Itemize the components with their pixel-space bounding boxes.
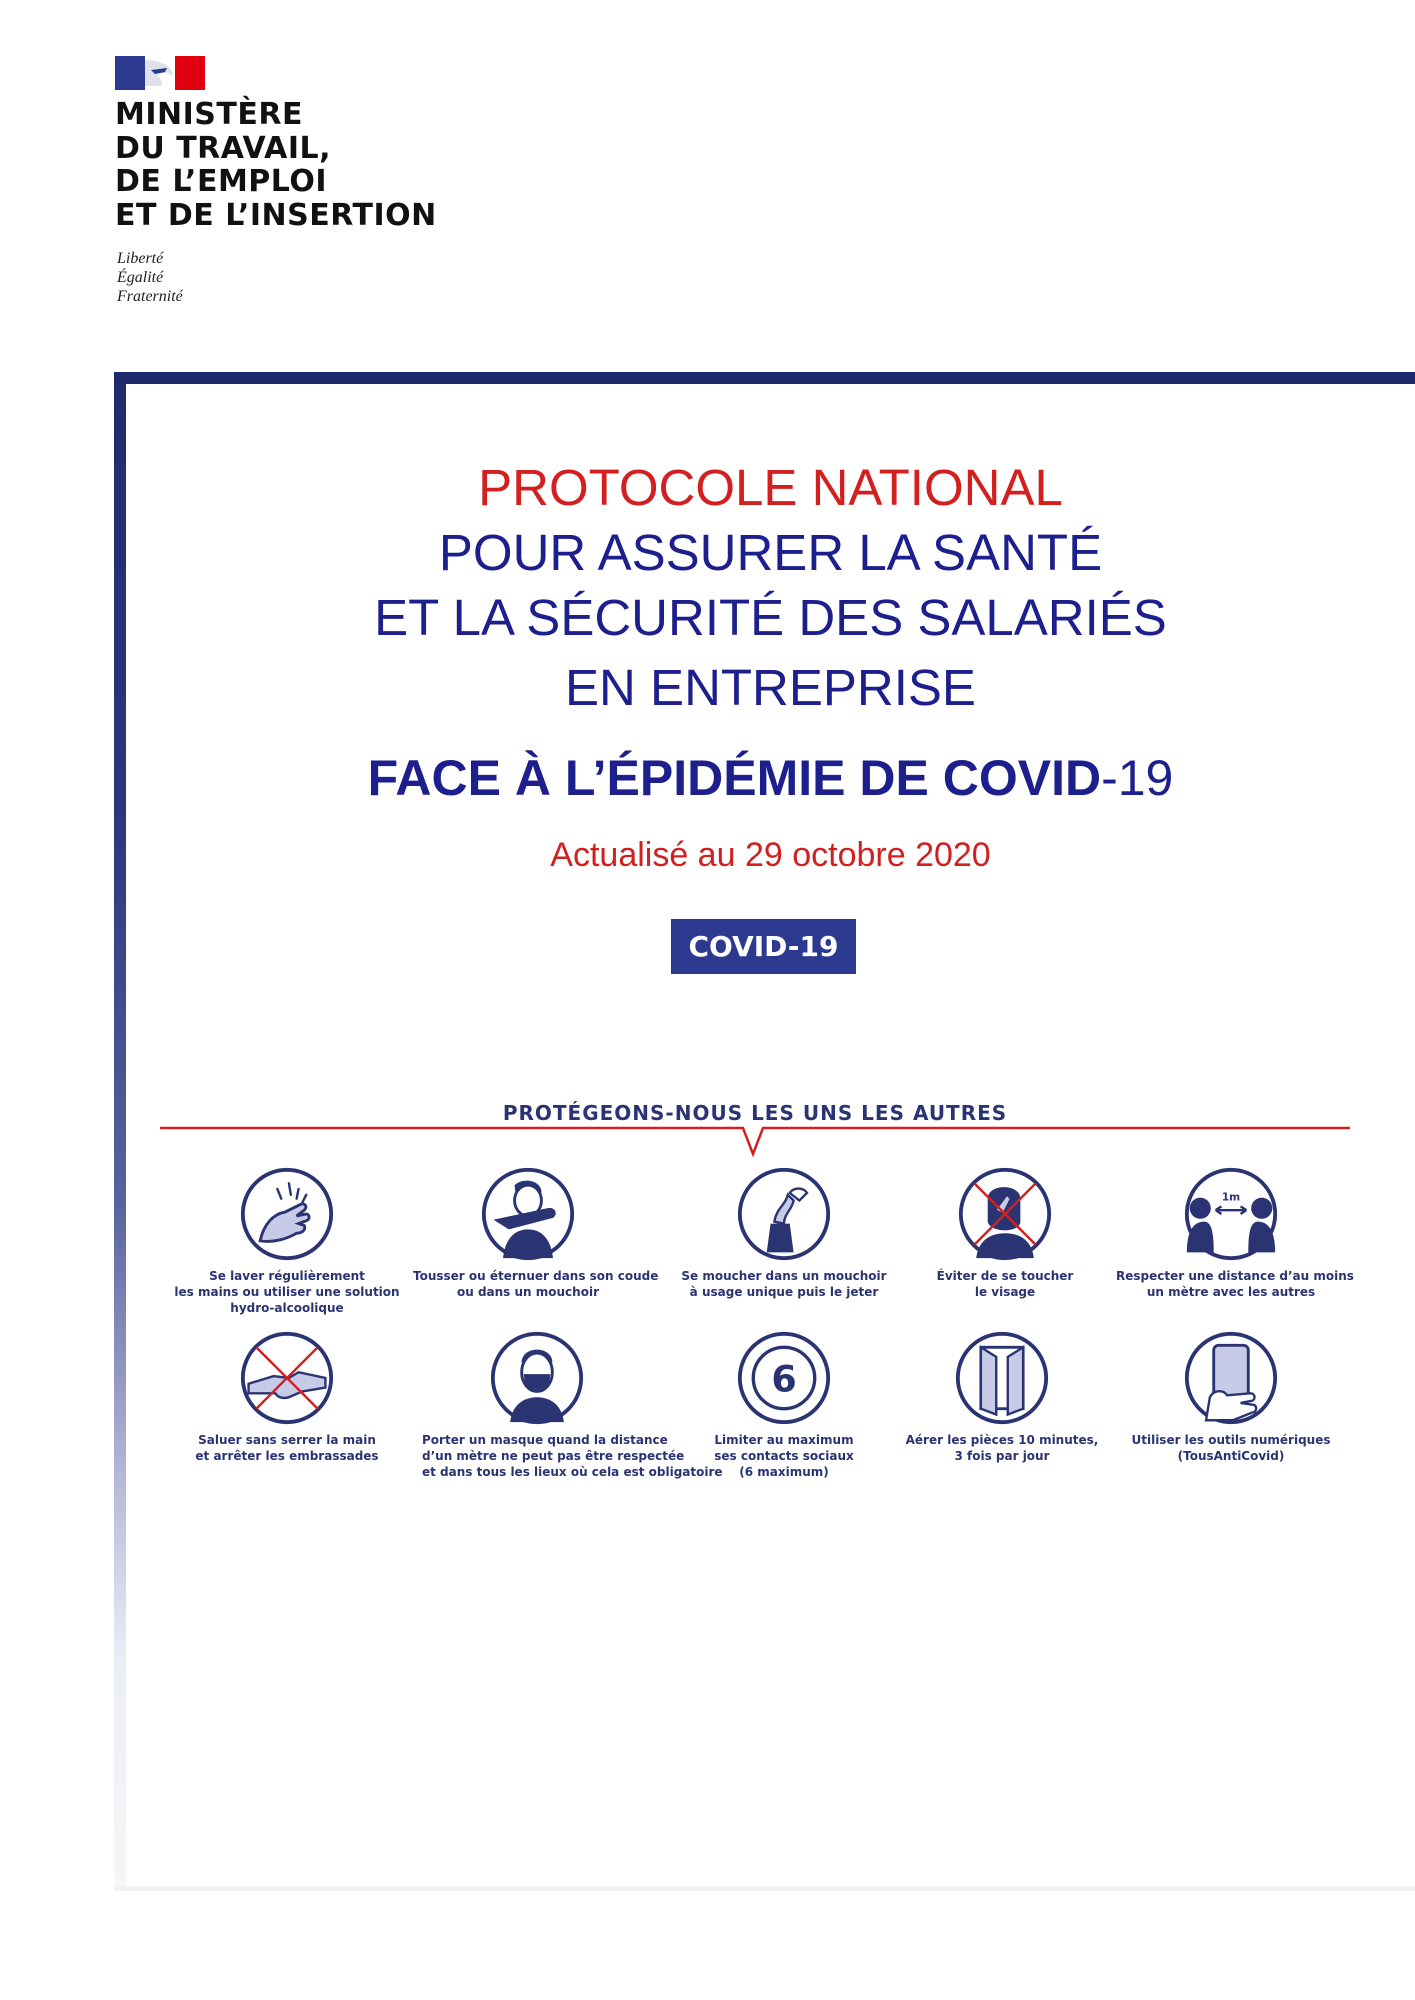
gesture-caption	[887, 1432, 1117, 1464]
gesture-caption	[669, 1268, 899, 1300]
ministry-line: MINISTÈRE	[115, 97, 303, 132]
tissue-icon	[736, 1166, 832, 1262]
ministry-line: DE L’EMPLOI	[115, 164, 327, 199]
limit-number: 6	[771, 1357, 797, 1401]
distance-label: 1m	[1221, 1191, 1241, 1204]
hand-wash-icon	[239, 1166, 335, 1262]
title-epidemic-bold: FACE À L’ÉPIDÉMIE DE COVID	[367, 750, 1102, 806]
gesture-tile	[422, 1330, 723, 1480]
caption-line: Limiter au maximum	[714, 1433, 854, 1447]
gesture-tile	[413, 1166, 659, 1300]
caption-line: (TousAntiCovid)	[1177, 1449, 1285, 1463]
gesture-tile	[890, 1166, 1120, 1300]
limit-contacts-icon	[736, 1330, 832, 1426]
gesture-tile	[887, 1330, 1117, 1464]
gesture-tile	[172, 1166, 402, 1316]
gesture-tile	[172, 1330, 402, 1464]
gesture-tile	[1116, 1330, 1346, 1464]
gesture-tile	[669, 1330, 899, 1480]
frame-left-border	[114, 372, 126, 1890]
motto-line: Égalité	[117, 269, 164, 286]
gesture-caption	[669, 1432, 899, 1480]
caption-line: Saluer sans serrer la main	[198, 1433, 376, 1447]
caption-line: (6 maximum)	[739, 1465, 829, 1479]
frame-bottom-border	[114, 1886, 1415, 1891]
gesture-caption	[1116, 1432, 1346, 1464]
gesture-caption	[890, 1268, 1120, 1300]
caption-line: hydro-alcoolique	[230, 1301, 344, 1315]
ventilate-icon	[954, 1330, 1050, 1426]
title-protocol: PROTOCOLE NATIONAL	[478, 459, 1063, 516]
update-date: Actualisé au 29 octobre 2020	[550, 836, 991, 874]
caption-line: Porter un masque quand la distance	[422, 1433, 668, 1447]
caption-line: et arrêter les embrassades	[195, 1449, 379, 1463]
ministry-line: ET DE L’INSERTION	[115, 197, 437, 233]
frame-top-border	[114, 372, 1415, 384]
gesture-caption	[422, 1432, 723, 1480]
caption-line: un mètre avec les autres	[1146, 1285, 1316, 1299]
caption-line: Aérer les pièces 10 minutes,	[905, 1433, 1099, 1447]
motto-line: Fraternité	[117, 288, 183, 305]
title-epidemic-suffix: -19	[1101, 750, 1174, 806]
caption-line: Tousser ou éternuer dans son coude	[413, 1269, 659, 1283]
caption-line: Utiliser les outils numériques	[1131, 1433, 1331, 1447]
gesture-caption	[413, 1268, 659, 1300]
title-line-4: EN ENTREPRISE	[565, 659, 976, 716]
caption-line: le visage	[974, 1285, 1036, 1299]
caption-line: d’un mètre ne peut pas être respectée	[422, 1449, 685, 1463]
caption-line: à usage unique puis le jeter	[689, 1285, 879, 1299]
marianne-logo	[115, 56, 205, 90]
caption-line: les mains ou utiliser une solution	[174, 1285, 400, 1299]
title-epidemic	[126, 750, 1415, 806]
no-handshake-icon	[239, 1330, 335, 1426]
speech-line-divider	[160, 1126, 1350, 1166]
caption-line: Respecter une distance d’au moins	[1116, 1269, 1354, 1283]
mask-icon	[489, 1330, 585, 1426]
caption-line: ou dans un mouchoir	[456, 1285, 599, 1299]
title-line-3: ET LA SÉCURITÉ DES SALARIÉS	[374, 589, 1167, 646]
gesture-caption	[1116, 1268, 1354, 1300]
caption-line: ses contacts sociaux	[714, 1449, 854, 1463]
ministry-line: DU TRAVAIL,	[115, 130, 332, 166]
distance-icon	[1183, 1166, 1279, 1262]
caption-line: Éviter de se toucher	[936, 1269, 1074, 1283]
caption-line: et dans tous les lieux où cela est obligatoire	[422, 1465, 723, 1479]
cough-elbow-icon	[480, 1166, 576, 1262]
ministry-name	[115, 98, 437, 232]
gesture-caption	[172, 1268, 402, 1316]
gesture-caption	[172, 1432, 402, 1464]
republic-motto	[117, 249, 183, 306]
gesture-tile	[1116, 1166, 1354, 1300]
caption-line: Se moucher dans un mouchoir	[681, 1269, 887, 1283]
no-face-touch-icon	[957, 1166, 1053, 1262]
caption-line: Se laver régulièrement	[209, 1269, 365, 1283]
caption-line: 3 fois par jour	[954, 1449, 1050, 1463]
title-line-2: POUR ASSURER LA SANTÉ	[438, 524, 1103, 581]
gesture-tile	[669, 1166, 899, 1300]
gestures-heading: PROTÉGEONS-NOUS LES UNS LES AUTRES	[502, 1101, 1008, 1125]
motto-line: Liberté	[117, 250, 164, 267]
covid-badge: COVID-19	[671, 919, 856, 974]
digital-tools-icon	[1183, 1330, 1279, 1426]
